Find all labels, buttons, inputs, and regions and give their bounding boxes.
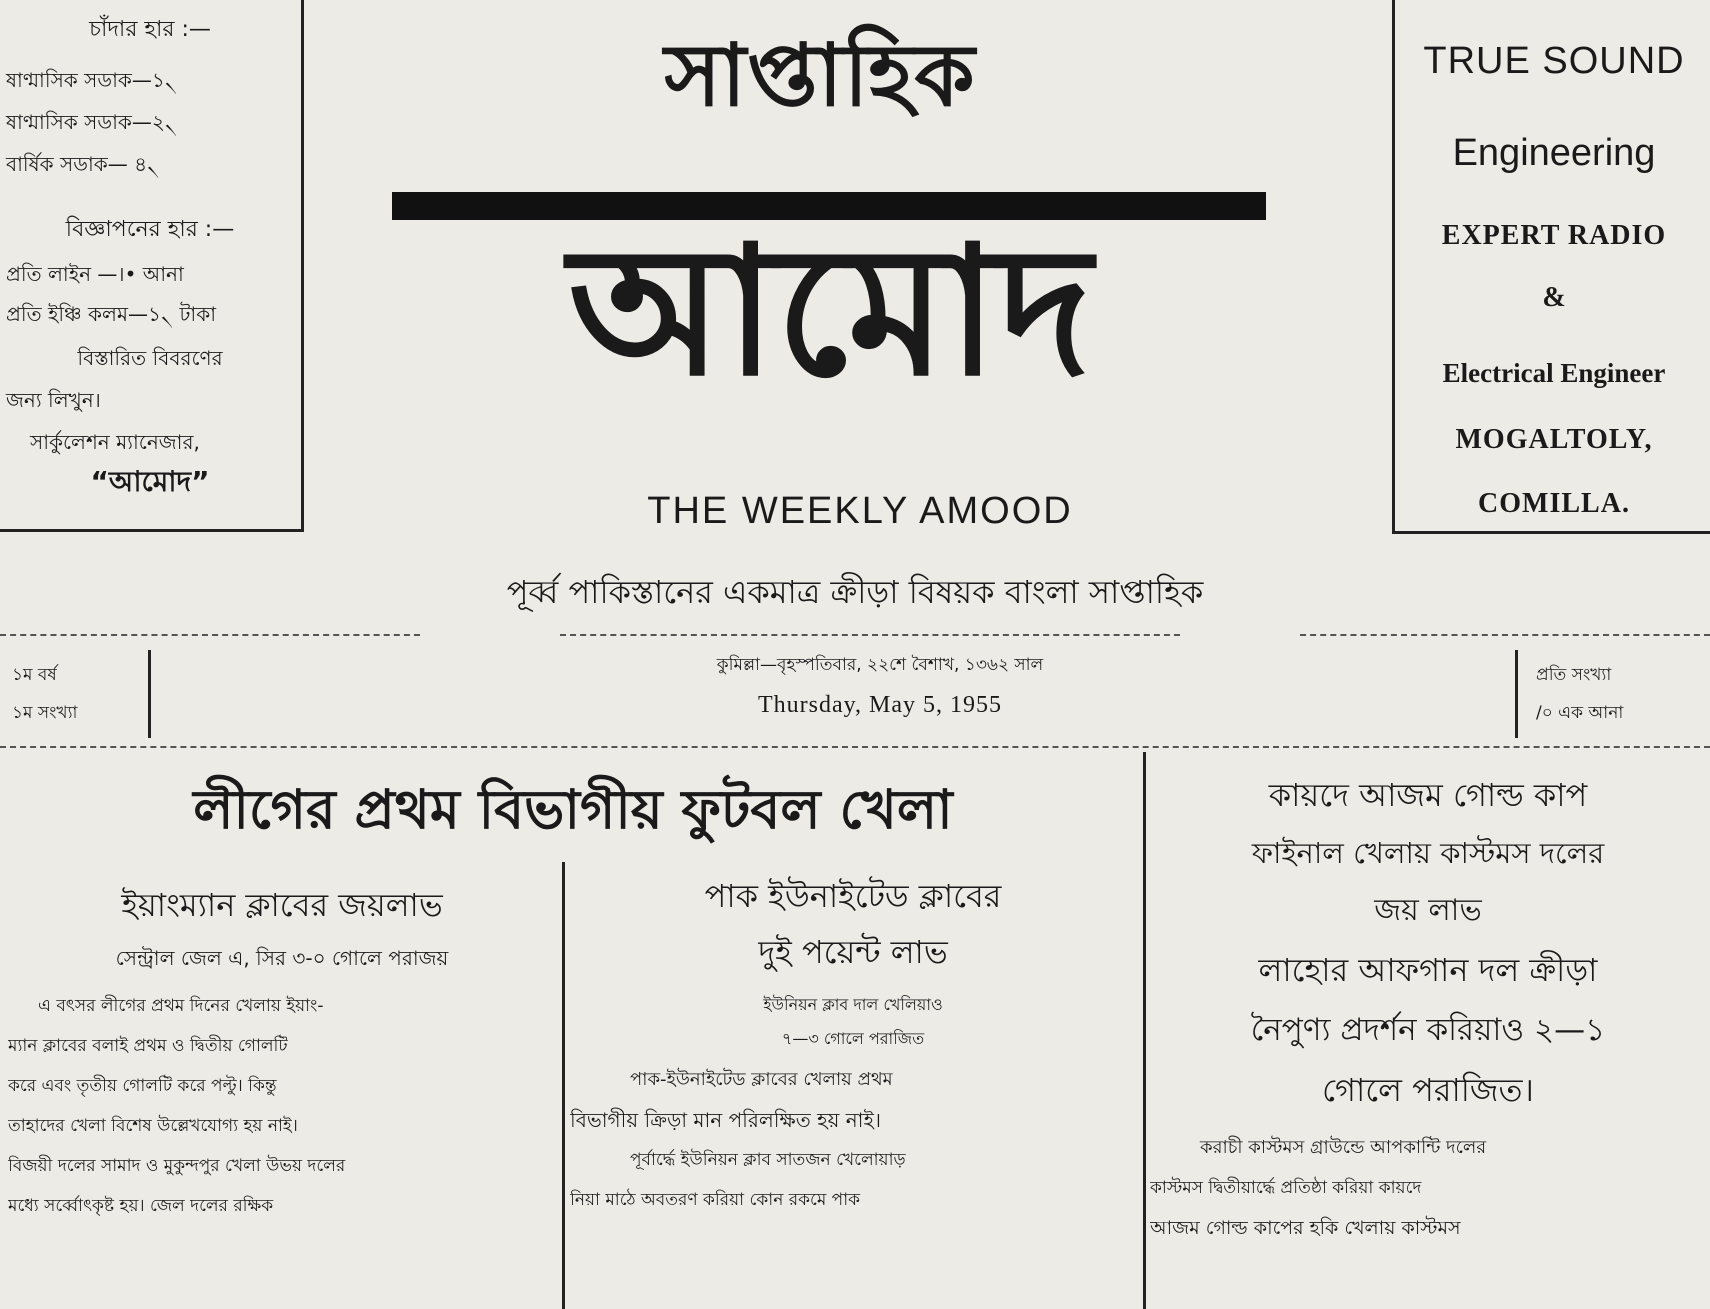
- story-line: পূর্বার্দ্ধে ইউনিয়ন ক্লাব সাতজন খেলোয়াড়: [630, 1150, 906, 1170]
- story-subheadline: ৭—৩ গোলে পরাজিত: [781, 1029, 925, 1048]
- story-line: বিভাগীয় ক্রিড়া মান পরিলক্ষিত হয় নাই।: [570, 1108, 882, 1132]
- english-date: Thursday, May 5, 1955: [757, 692, 1003, 718]
- story-line: তাহাদের খেলা বিশেষ উল্লেখযোগ্য হয় নাই।: [8, 1116, 298, 1136]
- story-line: আজম গোল্ড কাপের হকি খেলায় কাস্টমস: [1150, 1217, 1461, 1239]
- story-subheadline: লাহোর আফগান দল ক্রীড়া: [1258, 951, 1598, 989]
- story-line: পাক-ইউনাইটেড ক্লাবের খেলায় প্রথম: [630, 1069, 893, 1090]
- story-line: করে এবং তৃতীয় গোলটি করে পল্টু। কিন্তু: [8, 1076, 277, 1096]
- ad-line: EXPERT RADIO: [1441, 220, 1667, 251]
- story-headline: কায়দে আজম গোল্ড কাপ: [1268, 776, 1588, 814]
- story-middle: [570, 868, 1136, 1220]
- ad-line: MOGALTOLY,: [1455, 424, 1653, 455]
- story-headline: ইয়াংম্যান ক্লাবের জয়লাভ: [121, 886, 443, 924]
- ad-line: COMILLA.: [1478, 488, 1630, 519]
- subscription-rate: ষাণ্মাসিক সডাক—১৲: [6, 68, 178, 92]
- column-divider: [1143, 752, 1146, 1309]
- issue-label: ১ম সংখ্যা: [12, 703, 78, 723]
- details-line: জন্য লিখুন।: [6, 388, 101, 412]
- story-headline: জয় লাভ: [1374, 893, 1482, 928]
- divider: [148, 650, 151, 738]
- story-subheadline: গোলে পরাজিত।: [1322, 1071, 1534, 1109]
- story-line: কাস্টমস দ্বিতীয়ার্দ্ধে প্রতিষ্ঠা করিয়া কায়দে: [1150, 1178, 1422, 1198]
- ad-line: &: [1542, 282, 1566, 313]
- story-line: করাচী কাস্টমস গ্রাউন্ডে আপকান্টি দলের: [1200, 1137, 1487, 1158]
- advert-rate: প্রতি লাইন —।• আনা: [6, 262, 184, 286]
- price-label: প্রতি সংখ্যা: [1536, 665, 1612, 685]
- price-value: /০ এক আনা: [1536, 703, 1624, 723]
- story-line: বিজয়ী দলের সামাদ ও মুকুন্দপুর খেলা উভয় দলের: [8, 1156, 346, 1176]
- story-right: [1150, 766, 1706, 1248]
- masthead-title: আমোদ: [568, 208, 1092, 415]
- details-line: বিস্তারিত বিবরণের: [77, 346, 223, 370]
- divider: [560, 634, 1180, 636]
- story-headline: পাক ইউনাইটেড ক্লাবের: [704, 877, 1002, 915]
- subscription-heading: চাঁদার হার :—: [89, 17, 211, 42]
- details-line: “আমোদ”: [90, 465, 210, 498]
- volume-label: ১ম বর্ষ: [12, 665, 57, 685]
- subscription-rates-box: [0, 0, 304, 532]
- divider: [0, 746, 1710, 748]
- ad-line: Electrical Engineer: [1442, 358, 1666, 388]
- divider: [0, 634, 420, 636]
- bengali-date: কুমিল্লা—বৃহস্পতিবার, ২২শে বৈশাখ, ১৩৬২ সাল: [716, 655, 1044, 675]
- divider: [1515, 650, 1518, 738]
- masthead-weekly-label: সাপ্তাহিক: [664, 26, 976, 126]
- story-line: এ বৎসর লীগের প্রথম দিনের খেলায় ইয়াং-: [38, 996, 324, 1016]
- story-left: [8, 880, 556, 1226]
- story-headline: ফাইনাল খেলায় কাস্টমস দলের: [1251, 836, 1605, 870]
- column-divider: [562, 862, 565, 1309]
- subscription-rate: বার্ষিক সডাক— ৪৲: [6, 152, 160, 176]
- masthead-english-title: THE WEEKLY AMOOD: [647, 490, 1073, 532]
- story-line: নিয়া মাঠে অবতরণ করিয়া কোন রকমে পাক: [570, 1190, 861, 1210]
- advert-heading: বিজ্ঞাপনের হার :—: [65, 217, 235, 242]
- advert-rate: প্রতি ইঞ্চি কলম—১৲ টাকা: [6, 302, 216, 326]
- story-line: মধ্যে সর্ব্বোৎকৃষ্ট হয়। জেল দলের রক্ষিক: [8, 1196, 274, 1216]
- story-subheadline: ইউনিয়ন ক্লাব দাল খেলিয়াও: [763, 995, 943, 1014]
- details-line: সার্কুলেশন ম্যানেজার,: [30, 430, 200, 454]
- ad-line: Engineering: [1452, 132, 1656, 174]
- story-headline: দুই পয়েন্ট লাভ: [758, 933, 948, 971]
- story-line: ম্যান ক্লাবের বলাই প্রথম ও দ্বিতীয় গোলটি: [8, 1036, 288, 1056]
- story-subheadline: সেন্ট্রাল জেল এ, সির ৩-০ গোলে পরাজয়: [115, 946, 449, 970]
- main-headline: লীগের প্রথম বিভাগীয় ফুটবল খেলা: [193, 778, 953, 841]
- masthead-tagline: পূর্ব্ব পাকিস্তানের একমাত্র ক্রীড়া বিষয়ক বাংলা সাপ্তাহিক: [506, 573, 1204, 611]
- subscription-rate: ষাণ্মাসিক সডাক—২৲: [6, 110, 178, 134]
- ad-line: TRUE SOUND: [1423, 40, 1685, 82]
- divider: [1300, 634, 1710, 636]
- advertisement-box: [1392, 0, 1710, 534]
- story-subheadline: নৈপুণ্য প্রদর্শন করিয়াও ২—১: [1250, 1012, 1606, 1048]
